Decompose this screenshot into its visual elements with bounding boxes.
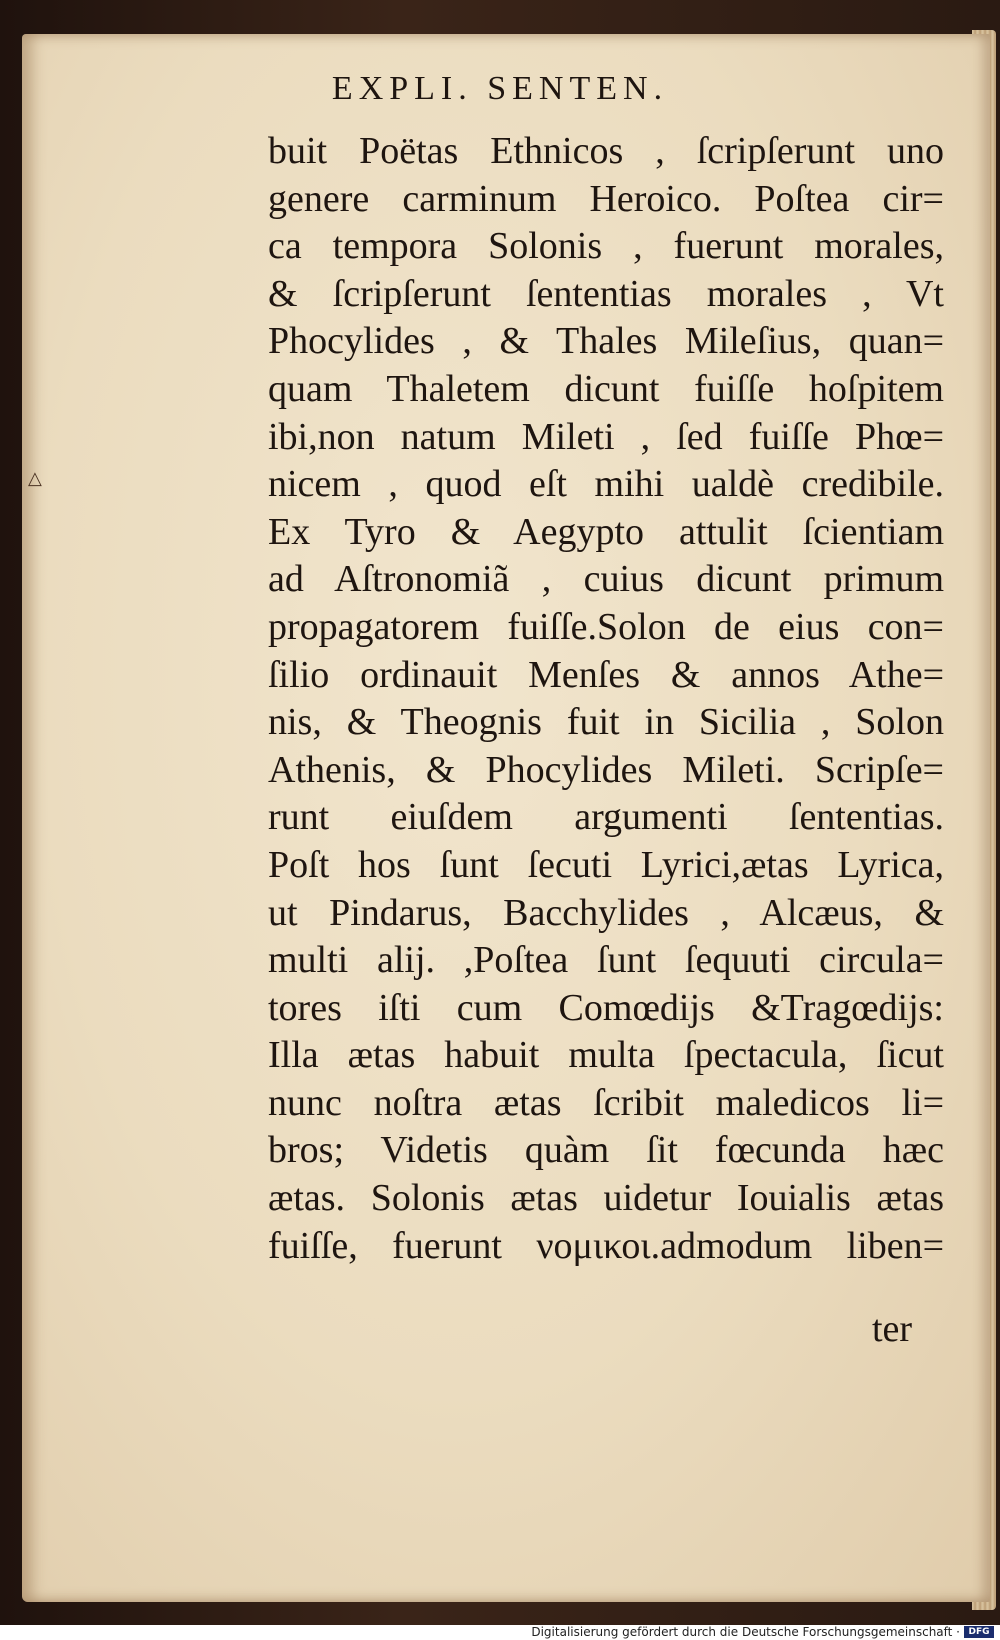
text-line: quam Thaletem dicunt fuiſſe hoſpitem xyxy=(268,367,944,410)
text-line: propagatorem fuiſſe.Solon de eius con= xyxy=(268,605,944,648)
text-line: Athenis, & Phocylides Mileti. Scripſe= xyxy=(268,748,944,791)
catchword: ter xyxy=(872,1308,913,1350)
text-line: genere carminum Heroico. Poſtea cir= xyxy=(268,177,944,220)
text-line: multi alij. ,Poſtea ſunt ſequuti circula= xyxy=(268,939,944,982)
text-line: nis, & Theognis fuit in Sicilia , Solon xyxy=(268,701,944,744)
text-line: ca tempora Solonis , fuerunt morales, xyxy=(268,225,944,268)
text-line: buit Poëtas Ethnicos , ſcripſerunt uno xyxy=(268,130,944,172)
text-line: & ſcripſerunt ſententias morales , Vt xyxy=(268,272,944,315)
text-line: Phocylides , & Thales Mileſius, quan= xyxy=(268,320,944,363)
text-line: ut Pindarus, Bacchylides , Alcæus, & xyxy=(268,891,944,934)
text-line: ibi,non natum Mileti , ſed fuiſſe Phœ= xyxy=(268,415,944,458)
text-line: fuiſſe, fuerunt νομικοι.admodum liben= xyxy=(268,1224,944,1267)
text-line: ſilio ordinauit Menſes & annos Athe= xyxy=(268,653,944,696)
dfg-logo: DFG xyxy=(964,1626,994,1638)
text-line: nicem , quod eſt mihi ualdè credibile. xyxy=(268,463,944,506)
text-line: nunc noſtra ætas ſcribit maledicos li= xyxy=(268,1081,944,1124)
body-text xyxy=(268,128,944,1270)
text-line: Poſt hos ſunt ſecuti Lyrici,ætas Lyrica, xyxy=(268,843,944,886)
margin-mark: △ xyxy=(28,468,42,488)
text-line: Illa ætas habuit multa ſpectacula, ſicut xyxy=(268,1034,944,1077)
text-line: ad Aſtronomiã , cuius dicunt primum xyxy=(268,558,944,601)
text-line: ætas. Solonis ætas uidetur Iouialis ætas xyxy=(268,1177,944,1220)
text-line: runt eiuſdem argumenti ſententias. xyxy=(268,796,944,839)
funding-credit: Digitalisierung gefördert durch die Deutsche Forschungsgemeinschaft · xyxy=(531,1625,960,1639)
running-title: EXPLI. SENTEN. xyxy=(331,70,669,107)
text-line: Ex Tyro & Aegypto attulit ſcientiam xyxy=(268,510,944,553)
text-line: bros; Videtis quàm ſit fœcunda hæc xyxy=(268,1129,944,1172)
text-line: tores iſti cum Comœdijs &Tragœdijs: xyxy=(268,986,944,1029)
